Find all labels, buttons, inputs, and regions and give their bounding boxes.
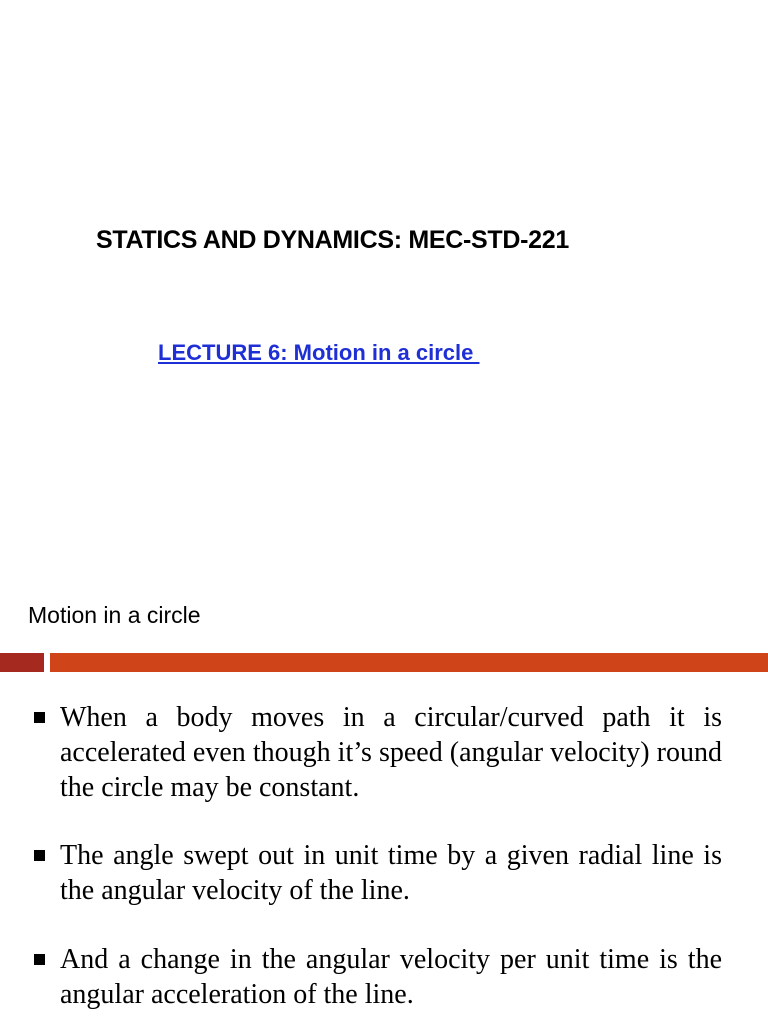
- course-title: STATICS AND DYNAMICS: MEC-STD-221: [96, 226, 569, 254]
- square-bullet-icon: [34, 712, 45, 723]
- bullet-text: And a change in the angular velocity per unit time is the angular acceleration of the line.: [60, 944, 722, 1010]
- lecture-title-link[interactable]: LECTURE 6: Motion in a circle: [158, 340, 480, 365]
- bullet-text: The angle swept out in unit time by a given radial line is the angular velocity of the line.: [60, 840, 722, 906]
- square-bullet-icon: [34, 850, 45, 861]
- title-divider-bar: [50, 653, 768, 672]
- bullet-text: When a body moves in a circular/curved path it is accelerated even though it’s speed (angular velocity) round the circle may be constant.: [60, 702, 722, 803]
- square-bullet-icon: [34, 954, 45, 965]
- slide-title: Motion in a circle: [28, 602, 201, 628]
- content-slide: [0, 590, 768, 1024]
- title-divider-accent: [0, 653, 44, 672]
